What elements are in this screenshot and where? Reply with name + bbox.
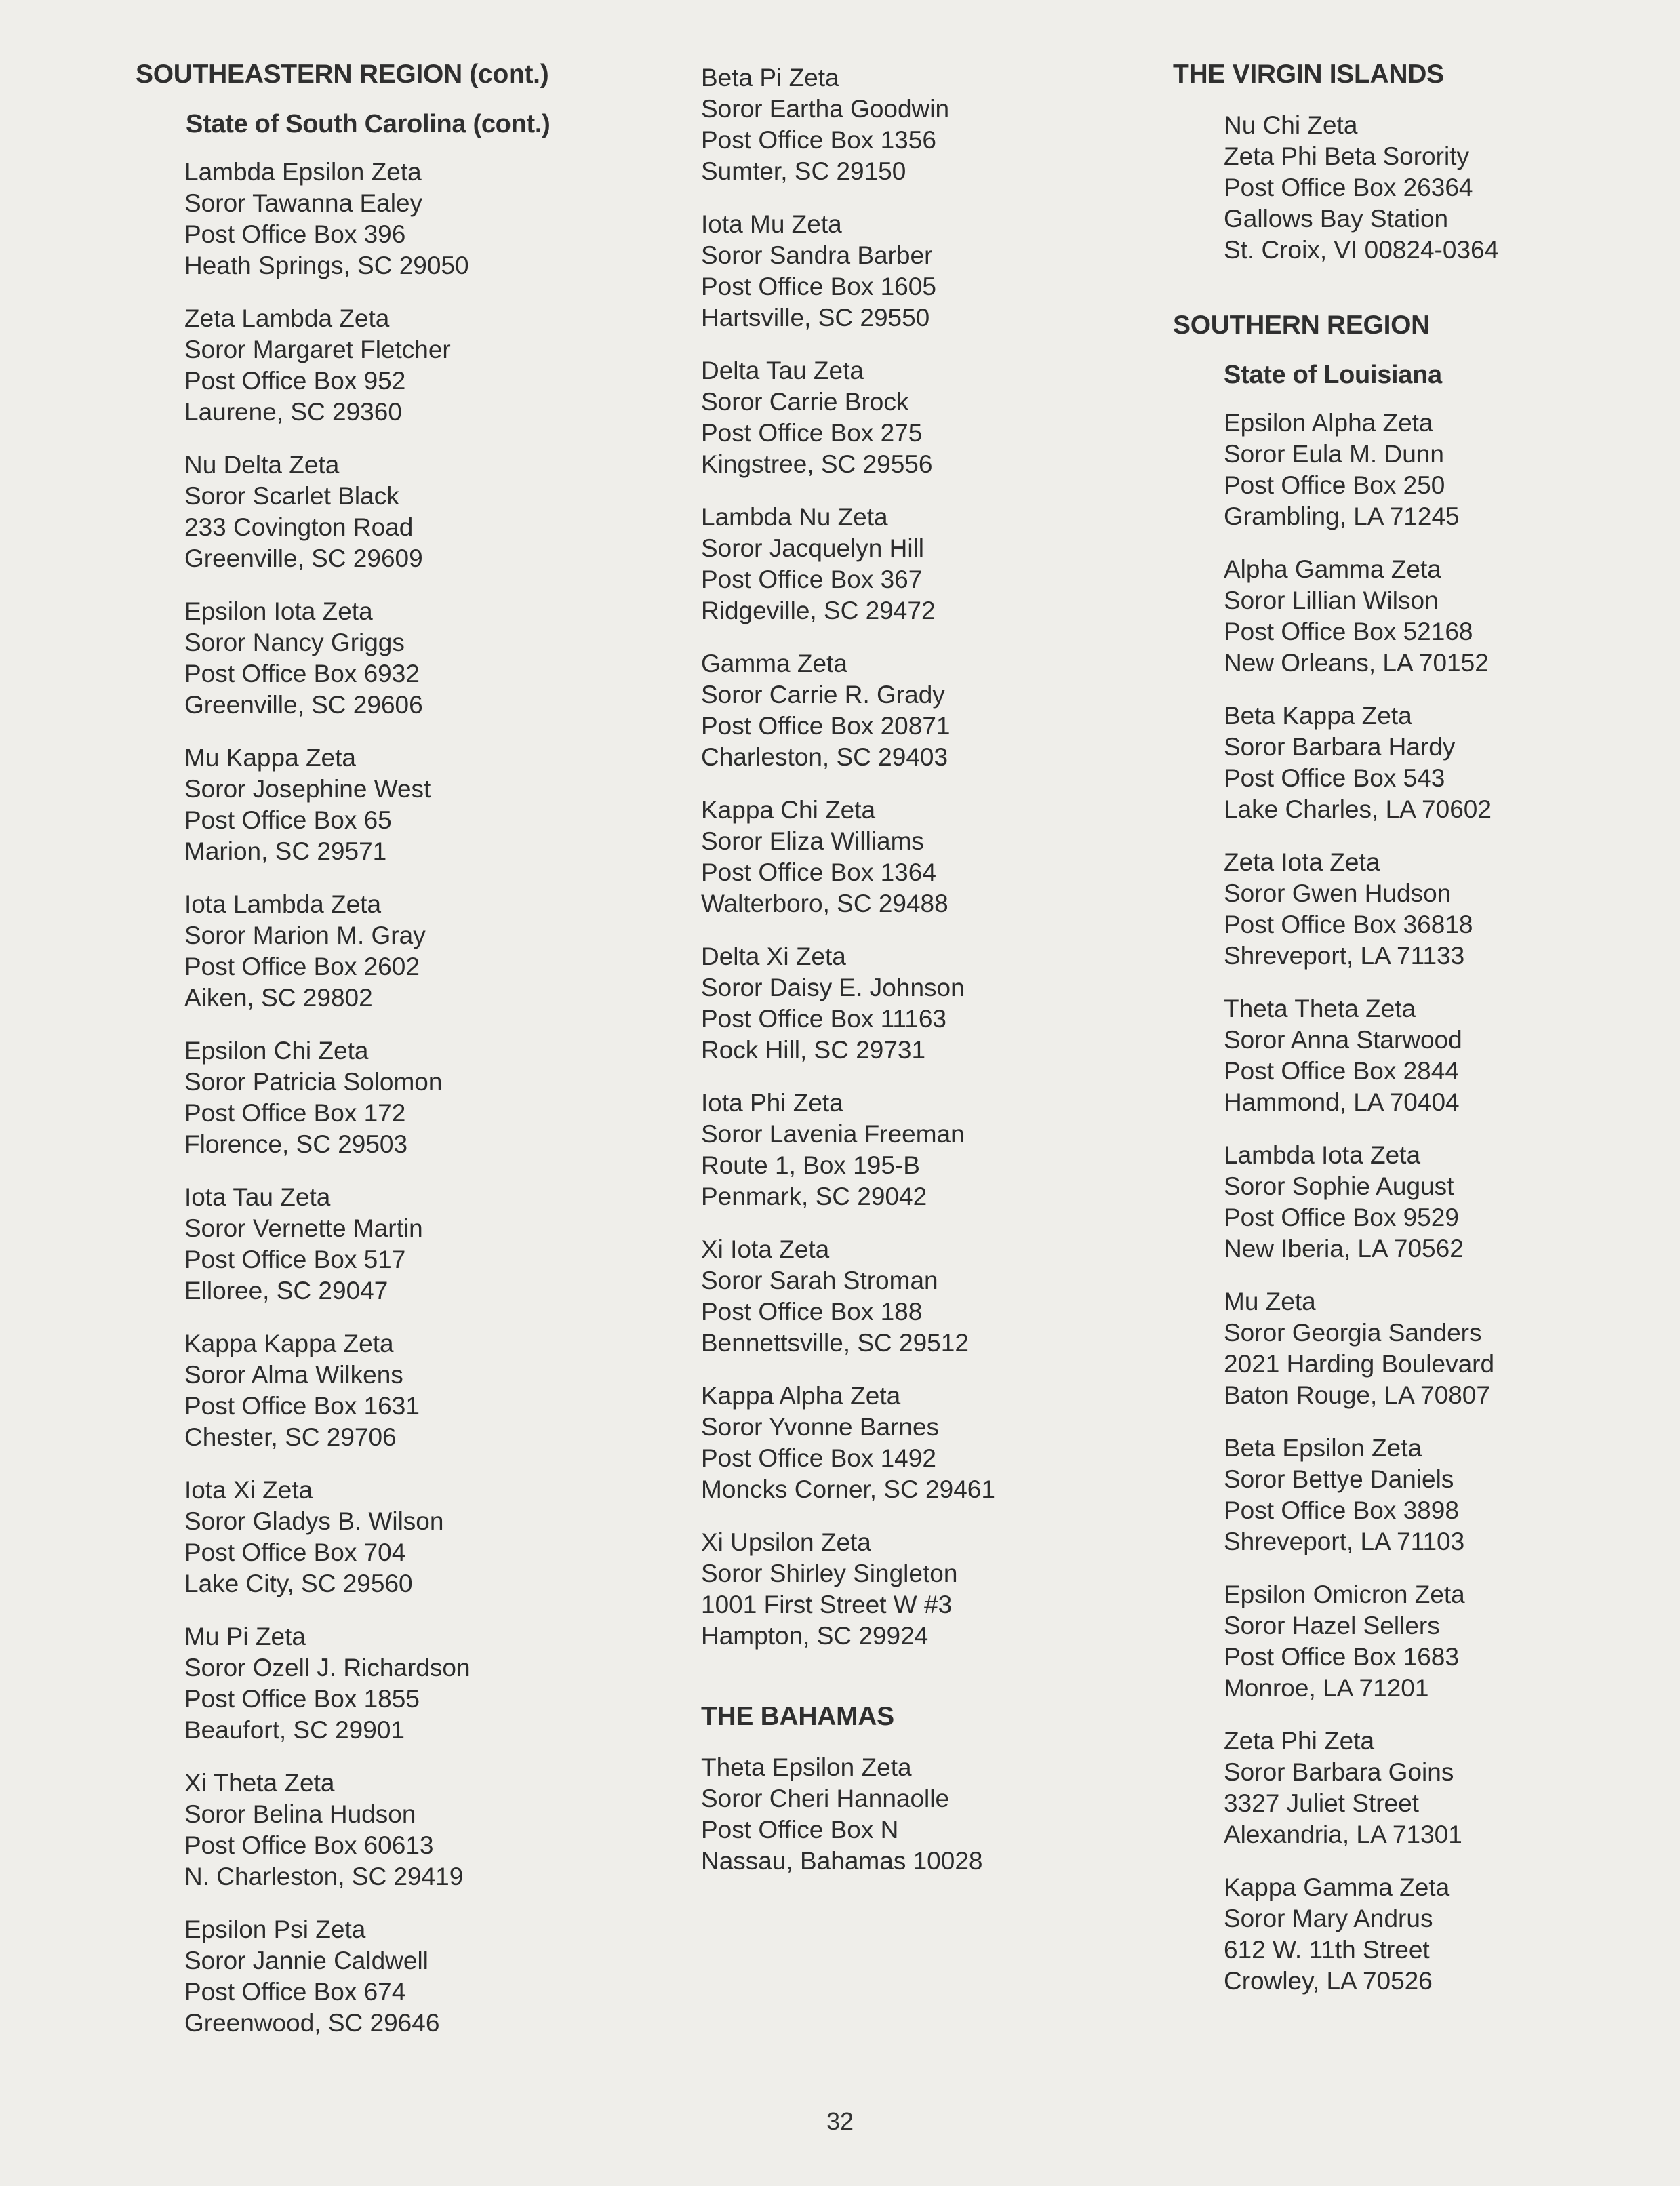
chapter-entry xyxy=(701,941,1189,1066)
address-line: Hampton, SC 29924 xyxy=(701,1622,929,1650)
chapter-name: Zeta Iota Zeta xyxy=(1224,848,1380,876)
address-line: Chester, SC 29706 xyxy=(184,1423,397,1451)
chapter-name: Kappa Alpha Zeta xyxy=(701,1382,901,1410)
chapter-name: Alpha Gamma Zeta xyxy=(1224,555,1441,583)
address-line: Soror Shirley Singleton xyxy=(701,1559,958,1587)
address-line: Post Office Box 704 xyxy=(184,1538,406,1566)
address-line: Post Office Box 396 xyxy=(184,220,406,248)
address-line: Post Office Box 1605 xyxy=(701,273,936,300)
address-line: Post Office Box 2844 xyxy=(1224,1057,1459,1085)
address-line: Soror Cheri Hannaolle xyxy=(701,1785,950,1812)
address-line: Greenville, SC 29606 xyxy=(184,691,423,719)
chapter-entry xyxy=(184,303,637,428)
chapter-name: Epsilon Alpha Zeta xyxy=(1224,409,1433,437)
address-line: Post Office Box 1683 xyxy=(1224,1643,1459,1671)
address-line: Soror Josephine West xyxy=(184,775,431,803)
address-line: New Orleans, LA 70152 xyxy=(1224,649,1489,677)
address-line: Soror Georgia Sanders xyxy=(1224,1319,1482,1347)
column-1 xyxy=(136,60,637,2061)
chapter-name: Iota Tau Zeta xyxy=(184,1183,331,1211)
address-line: Post Office Box 20871 xyxy=(701,712,951,740)
address-line: Post Office Box 674 xyxy=(184,1978,406,2006)
region-heading: THE BAHAMAS xyxy=(701,1702,894,1731)
address-line: Post Office Box 1364 xyxy=(701,858,936,886)
address-line: Soror Gladys B. Wilson xyxy=(184,1507,444,1535)
chapter-entry xyxy=(1224,1726,1661,1850)
region-heading: SOUTHERN REGION xyxy=(1173,311,1431,340)
chapter-name: Kappa Gamma Zeta xyxy=(1224,1873,1450,1901)
chapter-name: Beta Kappa Zeta xyxy=(1224,702,1412,730)
address-line: Penmark, SC 29042 xyxy=(701,1183,927,1210)
address-line: Florence, SC 29503 xyxy=(184,1130,408,1158)
chapter-name: Lambda Iota Zeta xyxy=(1224,1141,1421,1169)
chapter-entry xyxy=(1224,993,1661,1118)
address-line: Hammond, LA 70404 xyxy=(1224,1088,1460,1116)
address-line: Soror Lavenia Freeman xyxy=(701,1120,965,1148)
chapter-entry xyxy=(1224,700,1661,825)
address-line: Greenville, SC 29609 xyxy=(184,544,423,572)
address-line: Ridgeville, SC 29472 xyxy=(701,597,936,624)
address-line: Soror Sarah Stroman xyxy=(701,1267,938,1294)
address-line: Soror Yvonne Barnes xyxy=(701,1413,940,1441)
chapter-name: Theta Theta Zeta xyxy=(1224,995,1416,1022)
address-line: Soror Jannie Caldwell xyxy=(184,1947,428,1974)
chapter-entry xyxy=(1224,110,1661,266)
address-line: Baton Rouge, LA 70807 xyxy=(1224,1381,1490,1409)
address-line: Charleston, SC 29403 xyxy=(701,743,948,771)
chapter-name: Mu Zeta xyxy=(1224,1288,1316,1315)
address-line: Post Office Box 188 xyxy=(701,1298,923,1326)
address-line: Alexandria, LA 71301 xyxy=(1224,1821,1462,1848)
chapter-list xyxy=(136,157,637,2039)
chapter-name: Kappa Chi Zeta xyxy=(701,796,876,824)
address-line: Post Office Box 172 xyxy=(184,1099,406,1127)
chapter-name: Gamma Zeta xyxy=(701,650,847,677)
address-line: New Iberia, LA 70562 xyxy=(1224,1235,1464,1263)
address-line: Beaufort, SC 29901 xyxy=(184,1716,405,1744)
address-line: Bennettsville, SC 29512 xyxy=(701,1329,969,1357)
chapter-entry xyxy=(701,355,1189,480)
address-line: Post Office Box 36818 xyxy=(1224,911,1473,938)
chapter-entry xyxy=(1224,1579,1661,1704)
address-line: Post Office Box N xyxy=(701,1816,899,1844)
address-line: Soror Ozell J. Richardson xyxy=(184,1654,471,1682)
chapter-name: Mu Pi Zeta xyxy=(184,1623,306,1650)
address-line: Soror Tawanna Ealey xyxy=(184,189,423,217)
chapter-name: Nu Chi Zeta xyxy=(1224,111,1358,139)
chapter-entry xyxy=(1224,847,1661,972)
address-line: Post Office Box 1855 xyxy=(184,1685,420,1713)
chapter-name: Iota Xi Zeta xyxy=(184,1476,313,1504)
chapter-name: Iota Phi Zeta xyxy=(701,1089,843,1117)
address-line: Soror Barbara Goins xyxy=(1224,1758,1454,1786)
address-line: Hartsville, SC 29550 xyxy=(701,304,930,332)
address-line: St. Croix, VI 00824-0364 xyxy=(1224,236,1499,264)
chapter-entry xyxy=(701,1527,1189,1652)
address-line: Soror Eula M. Dunn xyxy=(1224,440,1444,468)
chapter-entry xyxy=(184,157,637,281)
chapter-entry xyxy=(701,1088,1189,1212)
address-line: Soror Belina Hudson xyxy=(184,1800,416,1828)
address-line: Lake Charles, LA 70602 xyxy=(1224,795,1492,823)
chapter-list xyxy=(701,62,1189,1652)
chapter-name: Epsilon Iota Zeta xyxy=(184,597,373,625)
address-line: 233 Covington Road xyxy=(184,513,414,541)
chapter-list xyxy=(1173,408,1661,1997)
address-line: Monroe, LA 71201 xyxy=(1224,1674,1429,1702)
address-line: Post Office Box 367 xyxy=(701,565,923,593)
address-line: Post Office Box 9529 xyxy=(1224,1204,1459,1231)
address-line: Sumter, SC 29150 xyxy=(701,157,906,185)
address-line: 612 W. 11th Street xyxy=(1224,1936,1430,1964)
state-heading: State of Louisiana xyxy=(1224,361,1442,389)
address-line: Soror Nancy Griggs xyxy=(184,629,405,656)
address-line: Soror Carrie Brock xyxy=(701,388,909,416)
address-line: Shreveport, LA 71133 xyxy=(1224,942,1465,970)
chapter-entry xyxy=(701,1234,1189,1359)
address-line: Post Office Box 952 xyxy=(184,367,406,395)
chapter-entry xyxy=(1224,1140,1661,1265)
chapter-entry xyxy=(701,502,1189,627)
chapter-name: Kappa Kappa Zeta xyxy=(184,1330,394,1357)
column-2 xyxy=(701,62,1189,1899)
address-line: Soror Sophie August xyxy=(1224,1172,1454,1200)
page-number: 32 xyxy=(826,2107,854,2135)
address-line: Post Office Box 3898 xyxy=(1224,1496,1459,1524)
chapter-entry xyxy=(701,1380,1189,1505)
address-line: Walterboro, SC 29488 xyxy=(701,890,948,917)
address-line: Gallows Bay Station xyxy=(1224,205,1449,233)
address-line: Soror Alma Wilkens xyxy=(184,1361,403,1389)
chapter-entry xyxy=(1224,1872,1661,1997)
address-line: Soror Margaret Fletcher xyxy=(184,336,451,363)
address-line: Post Office Box 1356 xyxy=(701,126,936,154)
address-line: N. Charleston, SC 29419 xyxy=(184,1863,464,1890)
chapter-name: Mu Kappa Zeta xyxy=(184,744,356,772)
chapter-name: Nu Delta Zeta xyxy=(184,451,340,479)
chapter-name: Zeta Phi Zeta xyxy=(1224,1727,1375,1755)
chapter-entry xyxy=(184,1182,637,1307)
address-line: Soror Jacquelyn Hill xyxy=(701,534,925,562)
chapter-name: Lambda Epsilon Zeta xyxy=(184,158,422,186)
chapter-entry xyxy=(184,1621,637,1746)
region-heading: THE VIRGIN ISLANDS xyxy=(1173,60,1444,89)
chapter-entry xyxy=(701,648,1189,773)
address-line: Post Office Box 1492 xyxy=(701,1444,936,1472)
address-line: Post Office Box 11163 xyxy=(701,1005,946,1033)
chapter-name: Epsilon Chi Zeta xyxy=(184,1037,369,1065)
address-line: Soror Patricia Solomon xyxy=(184,1068,443,1096)
address-line: Post Office Box 275 xyxy=(701,419,923,447)
chapter-name: Xi Upsilon Zeta xyxy=(701,1528,871,1556)
chapter-name: Zeta Lambda Zeta xyxy=(184,304,390,332)
chapter-name: Delta Xi Zeta xyxy=(701,942,846,970)
address-line: Soror Eliza Williams xyxy=(701,827,924,855)
chapter-name: Beta Epsilon Zeta xyxy=(1224,1434,1422,1462)
chapter-entry xyxy=(1224,1286,1661,1411)
address-line: Post Office Box 250 xyxy=(1224,471,1445,499)
address-line: Post Office Box 1631 xyxy=(184,1392,420,1420)
address-line: 2021 Harding Boulevard xyxy=(1224,1350,1495,1378)
chapter-entry xyxy=(184,1914,637,2039)
address-line: Zeta Phi Beta Sorority xyxy=(1224,142,1469,170)
chapter-list xyxy=(1173,110,1661,266)
address-line: Kingstree, SC 29556 xyxy=(701,450,933,478)
chapter-list xyxy=(701,1752,1189,1877)
chapter-name: Xi Iota Zeta xyxy=(701,1235,830,1263)
chapter-entry xyxy=(701,209,1189,334)
address-line: Rock Hill, SC 29731 xyxy=(701,1036,926,1064)
chapter-name: Beta Pi Zeta xyxy=(701,64,839,92)
chapter-entry xyxy=(184,1475,637,1599)
state-heading: State of South Carolina (cont.) xyxy=(186,110,551,138)
address-line: Shreveport, LA 71103 xyxy=(1224,1528,1465,1555)
address-line: Soror Carrie R. Grady xyxy=(701,681,945,709)
address-line: Post Office Box 52168 xyxy=(1224,618,1473,645)
chapter-entry xyxy=(1224,554,1661,679)
region-heading: SOUTHEASTERN REGION (cont.) xyxy=(136,60,549,89)
chapter-name: Iota Lambda Zeta xyxy=(184,890,382,918)
address-line: Soror Anna Starwood xyxy=(1224,1026,1462,1054)
address-line: Post Office Box 543 xyxy=(1224,764,1445,792)
chapter-entry xyxy=(184,596,637,721)
address-line: Soror Barbara Hardy xyxy=(1224,733,1456,761)
address-line: Post Office Box 26364 xyxy=(1224,174,1473,201)
address-line: Crowley, LA 70526 xyxy=(1224,1967,1433,1995)
chapter-name: Iota Mu Zeta xyxy=(701,210,842,238)
chapter-entry xyxy=(184,889,637,1014)
address-line: Post Office Box 6932 xyxy=(184,660,420,688)
address-line: Soror Sandra Barber xyxy=(701,241,933,269)
address-line: Soror Lillian Wilson xyxy=(1224,587,1439,614)
chapter-entry xyxy=(184,450,637,574)
chapter-entry xyxy=(184,1328,637,1453)
address-line: Heath Springs, SC 29050 xyxy=(184,252,469,279)
chapter-name: Lambda Nu Zeta xyxy=(701,503,888,531)
address-line: Laurene, SC 29360 xyxy=(184,398,402,426)
address-line: Marion, SC 29571 xyxy=(184,837,387,865)
address-line: Post Office Box 517 xyxy=(184,1246,406,1273)
address-line: Aiken, SC 29802 xyxy=(184,984,373,1012)
address-line: 3327 Juliet Street xyxy=(1224,1789,1419,1817)
chapter-name: Epsilon Psi Zeta xyxy=(184,1915,366,1943)
address-line: Soror Hazel Sellers xyxy=(1224,1612,1440,1640)
address-line: Soror Marion M. Gray xyxy=(184,921,426,949)
chapter-entry xyxy=(184,1035,637,1160)
address-line: Nassau, Bahamas 10028 xyxy=(701,1847,983,1875)
address-line: Soror Scarlet Black xyxy=(184,482,399,510)
address-line: Soror Mary Andrus xyxy=(1224,1905,1433,1932)
address-line: Grambling, LA 71245 xyxy=(1224,502,1460,530)
chapter-entry xyxy=(184,742,637,867)
chapter-entry xyxy=(701,795,1189,919)
address-line: Soror Daisy E. Johnson xyxy=(701,974,965,1001)
address-line: Greenwood, SC 29646 xyxy=(184,2009,440,2037)
address-line: Post Office Box 65 xyxy=(184,806,392,834)
column-3 xyxy=(1173,60,1661,2019)
address-line: Post Office Box 60613 xyxy=(184,1831,434,1859)
address-line: Post Office Box 2602 xyxy=(184,953,420,980)
address-line: Moncks Corner, SC 29461 xyxy=(701,1475,995,1503)
chapter-entry xyxy=(1224,1433,1661,1557)
chapter-name: Xi Theta Zeta xyxy=(184,1769,335,1797)
address-line: Elloree, SC 29047 xyxy=(184,1277,388,1305)
address-line: Soror Gwen Hudson xyxy=(1224,879,1452,907)
address-line: Route 1, Box 195-B xyxy=(701,1151,920,1179)
chapter-name: Delta Tau Zeta xyxy=(701,357,864,384)
address-line: Soror Vernette Martin xyxy=(184,1214,423,1242)
chapter-entry xyxy=(701,62,1189,187)
address-line: Soror Bettye Daniels xyxy=(1224,1465,1454,1493)
chapter-name: Theta Epsilon Zeta xyxy=(701,1753,912,1781)
chapter-entry xyxy=(184,1768,637,1892)
chapter-entry xyxy=(1224,408,1661,532)
chapter-name: Epsilon Omicron Zeta xyxy=(1224,1581,1465,1608)
address-line: 1001 First Street W #3 xyxy=(701,1591,953,1618)
address-line: Lake City, SC 29560 xyxy=(184,1570,413,1597)
chapter-entry xyxy=(701,1752,1189,1877)
address-line: Soror Eartha Goodwin xyxy=(701,95,950,123)
